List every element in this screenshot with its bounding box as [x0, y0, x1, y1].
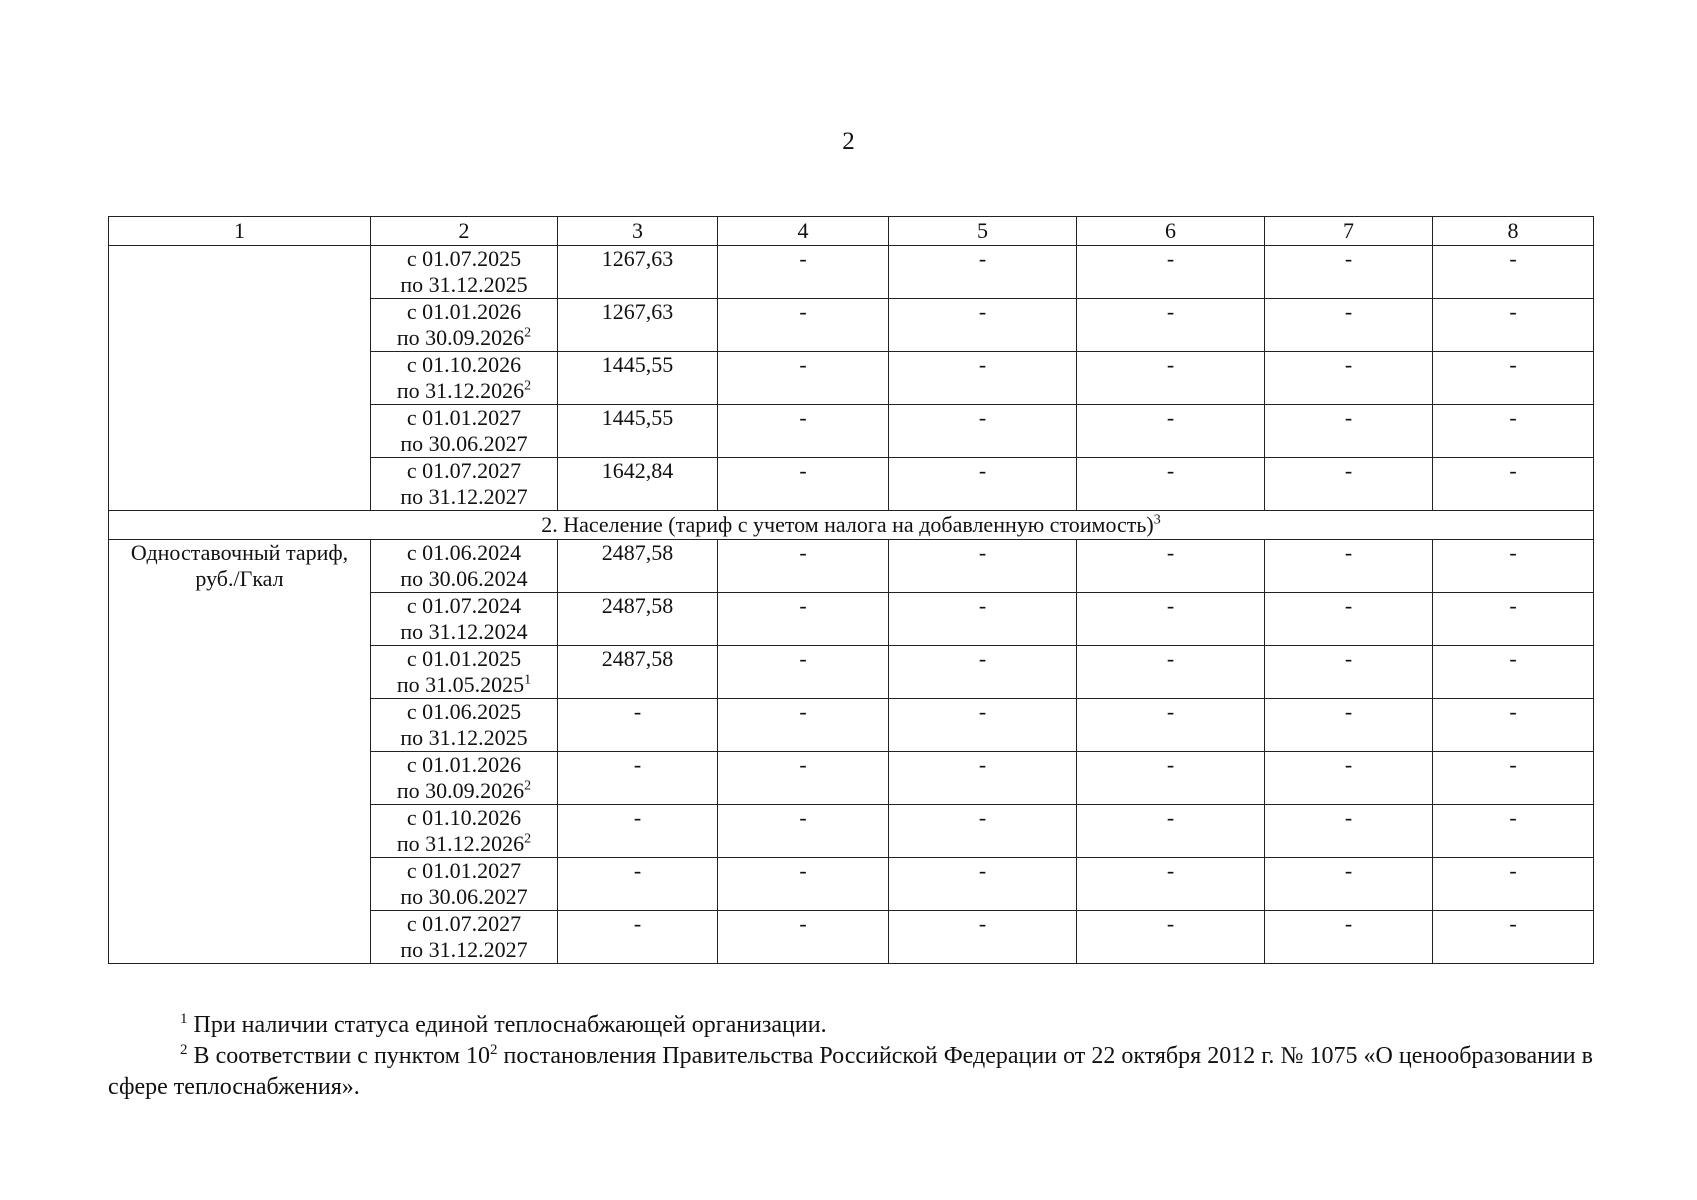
value-cell-c8: -: [1433, 246, 1594, 299]
value-cell-c6: -: [1077, 246, 1265, 299]
value-cell-c4: -: [718, 405, 889, 458]
value-cell-c4: -: [718, 246, 889, 299]
footnote-mark: 1: [180, 1011, 188, 1027]
period-from: с 01.01.2027: [406, 405, 522, 430]
period-from: с 01.10.2026: [406, 805, 522, 830]
tariff-value-cell: -: [558, 699, 718, 752]
period-to: по 30.06.2024: [400, 566, 528, 591]
footnote-mark: 2: [180, 1042, 188, 1058]
value-cell-c8: -: [1433, 911, 1594, 964]
column-header: 4: [718, 217, 889, 246]
value-cell-c5: -: [889, 458, 1077, 511]
value-cell-c5: -: [889, 593, 1077, 646]
value-cell-c8: -: [1433, 299, 1594, 352]
footnote-ref: 2: [524, 325, 532, 341]
value-cell-c6: -: [1077, 858, 1265, 911]
value-cell-c6: -: [1077, 646, 1265, 699]
period-to: по 31.12.2025: [400, 725, 528, 750]
value-cell-c7: -: [1265, 299, 1433, 352]
period-to: по 31.05.2025: [396, 672, 525, 697]
value-cell-c4: -: [718, 646, 889, 699]
value-cell-c7: -: [1265, 911, 1433, 964]
value-cell-c6: -: [1077, 458, 1265, 511]
value-cell-c7: -: [1265, 699, 1433, 752]
value-cell-c6: -: [1077, 752, 1265, 805]
value-cell-c5: -: [889, 246, 1077, 299]
footnote-ref: 2: [524, 831, 532, 847]
value-cell-c5: -: [889, 405, 1077, 458]
value-cell-c4: -: [718, 911, 889, 964]
period-to: по 31.12.2027: [400, 937, 528, 962]
tariff-value-cell: -: [558, 911, 718, 964]
value-cell-c5: -: [889, 646, 1077, 699]
period-to: по 31.12.2026: [396, 378, 525, 403]
section-title: [109, 511, 1594, 540]
value-cell-c4: -: [718, 752, 889, 805]
value-cell-c8: -: [1433, 352, 1594, 405]
value-cell-c5: -: [889, 805, 1077, 858]
period-cell: [371, 593, 558, 646]
value-cell-c7: -: [1265, 646, 1433, 699]
period-from: с 01.01.2026: [406, 752, 522, 777]
value-cell-c5: -: [889, 540, 1077, 593]
category-cell: [109, 246, 371, 511]
period-from: с 01.06.2025: [406, 699, 522, 724]
section-title-text: 2. Население (тариф с учетом налога на добавленную стоимость): [541, 512, 1154, 537]
value-cell-c8: -: [1433, 699, 1594, 752]
period-to: по 30.09.2026: [396, 778, 525, 803]
period-from: с 01.01.2025: [406, 646, 522, 671]
footnote-ref: 3: [1153, 512, 1161, 528]
tariff-value-cell: -: [558, 805, 718, 858]
period-cell: [371, 911, 558, 964]
value-cell-c6: -: [1077, 540, 1265, 593]
footnote-text: В соответствии с пунктом 10: [187, 1043, 490, 1069]
footnote-1: [108, 1010, 1593, 1041]
value-cell-c6: -: [1077, 911, 1265, 964]
period-to: по 31.12.2024: [400, 619, 528, 644]
value-cell-c7: -: [1265, 858, 1433, 911]
period-from: с 01.07.2027: [406, 911, 522, 936]
section-title-row: [109, 511, 1594, 540]
period-to: по 31.12.2025: [400, 272, 528, 297]
value-cell-c4: -: [718, 352, 889, 405]
column-header: 7: [1265, 217, 1433, 246]
period-cell: [371, 299, 558, 352]
period-cell: [371, 752, 558, 805]
value-cell-c5: -: [889, 699, 1077, 752]
tariff-value-cell: 1267,63: [558, 299, 718, 352]
value-cell-c8: -: [1433, 752, 1594, 805]
period-cell: [371, 646, 558, 699]
value-cell-c5: -: [889, 352, 1077, 405]
period-from: с 01.07.2025: [406, 246, 522, 271]
tariff-value-cell: 2487,58: [558, 646, 718, 699]
tariff-value-cell: 1445,55: [558, 405, 718, 458]
value-cell-c6: -: [1077, 299, 1265, 352]
value-cell-c7: -: [1265, 593, 1433, 646]
value-cell-c4: -: [718, 858, 889, 911]
category-cell: Одноставочный тариф, руб./Гкал: [109, 540, 371, 964]
value-cell-c8: -: [1433, 458, 1594, 511]
value-cell-c6: -: [1077, 805, 1265, 858]
column-header: 6: [1077, 217, 1265, 246]
tariff-value-cell: -: [558, 858, 718, 911]
value-cell-c7: -: [1265, 246, 1433, 299]
value-cell-c8: -: [1433, 805, 1594, 858]
column-header: 3: [558, 217, 718, 246]
footnotes: [108, 1010, 1593, 1103]
tariff-value-cell: 2487,58: [558, 540, 718, 593]
period-cell: [371, 540, 558, 593]
value-cell-c7: -: [1265, 752, 1433, 805]
period-to: по 31.12.2027: [400, 484, 528, 509]
value-cell-c4: -: [718, 458, 889, 511]
period-cell: [371, 858, 558, 911]
value-cell-c7: -: [1265, 405, 1433, 458]
value-cell-c4: -: [718, 593, 889, 646]
period-cell: [371, 699, 558, 752]
period-to: по 30.06.2027: [400, 431, 528, 456]
tariff-value-cell: 1445,55: [558, 352, 718, 405]
period-from: с 01.01.2026: [406, 299, 522, 324]
tariff-value-cell: 2487,58: [558, 593, 718, 646]
period-to: по 30.09.2026: [396, 325, 525, 350]
value-cell-c8: -: [1433, 405, 1594, 458]
value-cell-c7: -: [1265, 540, 1433, 593]
value-cell-c4: -: [718, 805, 889, 858]
footnote-ref: 2: [524, 778, 532, 794]
value-cell-c5: -: [889, 299, 1077, 352]
value-cell-c8: -: [1433, 593, 1594, 646]
value-cell-c8: -: [1433, 858, 1594, 911]
value-cell-c6: -: [1077, 352, 1265, 405]
footnote-text: При наличии статуса единой теплоснабжающей организации.: [187, 1012, 827, 1038]
period-cell: [371, 352, 558, 405]
column-header: 5: [889, 217, 1077, 246]
value-cell-c4: -: [718, 699, 889, 752]
value-cell-c6: -: [1077, 699, 1265, 752]
tariff-value-cell: 1642,84: [558, 458, 718, 511]
value-cell-c4: -: [718, 299, 889, 352]
tariff-value-cell: -: [558, 752, 718, 805]
column-header: 1: [109, 217, 371, 246]
period-cell: [371, 246, 558, 299]
value-cell-c5: -: [889, 858, 1077, 911]
column-header-row: [109, 217, 1594, 246]
value-cell-c8: -: [1433, 646, 1594, 699]
period-from: с 01.06.2024: [406, 540, 522, 565]
value-cell-c8: -: [1433, 540, 1594, 593]
footnote-ref: 1: [524, 672, 532, 688]
value-cell-c7: -: [1265, 352, 1433, 405]
footnote-text-cont: постановления Правительства Российской Федерации от 22 октября 2012 г. № 1075 «О ценообразовании в сфере теплоснабжения».: [108, 1043, 1594, 1100]
value-cell-c7: -: [1265, 805, 1433, 858]
footnote-ref: 2: [524, 378, 532, 394]
period-from: с 01.01.2027: [406, 858, 522, 883]
footnote-inline-sup: 2: [489, 1042, 498, 1058]
value-cell-c6: -: [1077, 405, 1265, 458]
period-to: по 30.06.2027: [400, 884, 528, 909]
period-from: с 01.07.2024: [406, 593, 522, 618]
period-cell: [371, 458, 558, 511]
period-cell: [371, 805, 558, 858]
value-cell-c5: -: [889, 752, 1077, 805]
value-cell-c4: -: [718, 540, 889, 593]
table-row: [109, 246, 1594, 299]
period-cell: [371, 405, 558, 458]
period-from: с 01.10.2026: [406, 352, 522, 377]
period-to: по 31.12.2026: [396, 831, 525, 856]
column-header: 2: [371, 217, 558, 246]
table-row: [109, 540, 1594, 593]
value-cell-c7: -: [1265, 458, 1433, 511]
tariff-value-cell: 1267,63: [558, 246, 718, 299]
value-cell-c5: -: [889, 911, 1077, 964]
column-header: 8: [1433, 217, 1594, 246]
footnote-2: [108, 1041, 1593, 1103]
period-from: с 01.07.2027: [406, 458, 522, 483]
tariff-table: [108, 216, 1594, 964]
page-number: 2: [842, 128, 855, 155]
value-cell-c6: -: [1077, 593, 1265, 646]
